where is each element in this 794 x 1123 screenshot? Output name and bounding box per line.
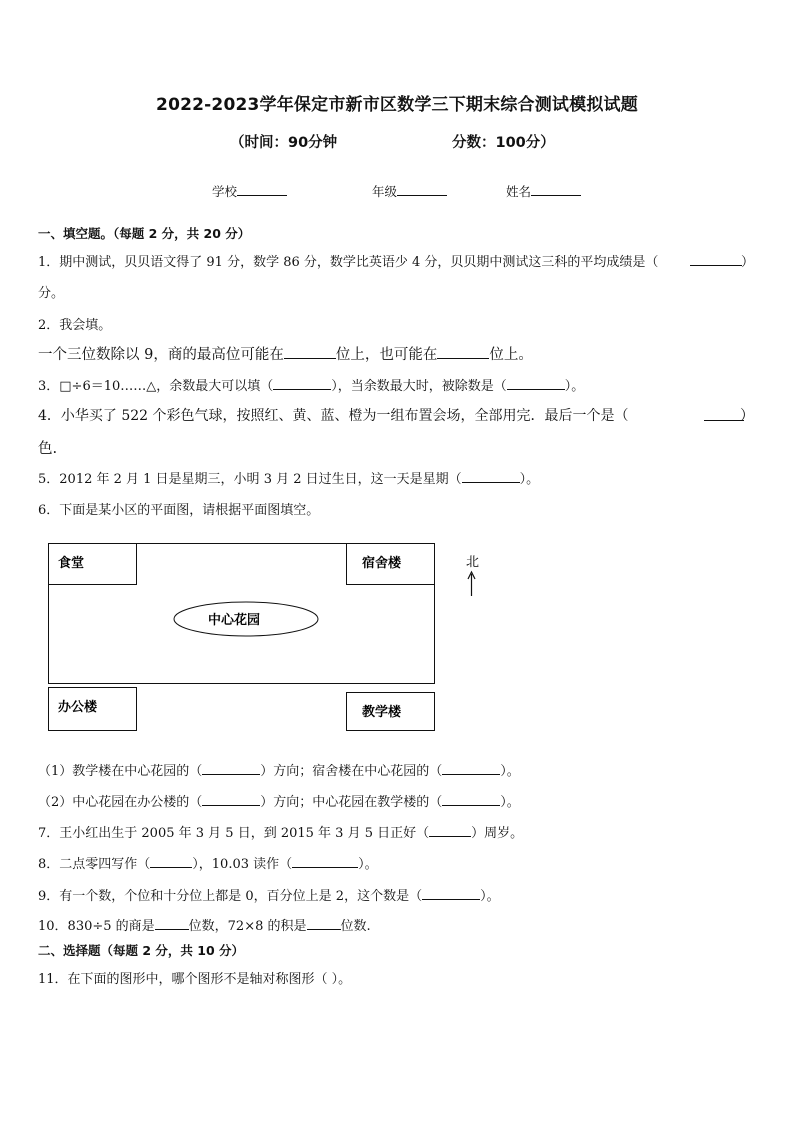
question-9 <box>38 885 500 904</box>
q4-text: 4．小华买了 522 个彩色气球，按照红、黄、蓝、橙为一组布置会场，全部用完．最后一个是（ <box>38 408 629 424</box>
q10-a: 10．830÷5 的商是 <box>38 919 155 934</box>
q5-blank[interactable] <box>462 470 520 483</box>
page-title: 2022-2023学年保定市新市区数学三下期末综合测试模拟试题 <box>156 95 638 115</box>
grade-label: 年级 <box>372 184 398 199</box>
q6-s2-b: ）方向；中心花园在教学楼的（ <box>260 795 443 810</box>
q3-a: 3．□÷6＝10……△，余数最大可以填（ <box>38 379 274 394</box>
q6-sub1 <box>38 760 520 779</box>
q4-close: ） <box>740 408 754 424</box>
question-11: 11．在下面的图形中，哪个图形不是轴对称图形（ ）。 <box>38 972 352 987</box>
q6-s1-blank-1[interactable] <box>202 762 260 775</box>
question-5 <box>38 468 539 487</box>
question-3 <box>38 375 584 394</box>
exam-score: 分数：100分） <box>452 135 555 151</box>
q8-blank-1[interactable] <box>150 855 192 868</box>
teaching-label: 教学楼 <box>362 705 402 720</box>
q7-b: ）周岁。 <box>471 826 524 841</box>
q8-a: 8．二点零四写作（ <box>38 857 151 872</box>
q1-close: ） <box>740 255 754 270</box>
q10-c: 位数. <box>340 919 371 934</box>
school-blank[interactable] <box>237 183 287 196</box>
q6-s1-b: ）方向；宿舍楼在中心花园的（ <box>260 764 443 779</box>
section2-heading: 二、选择题（每题 2 分，共 10 分） <box>38 943 245 958</box>
q6-s1-blank-2[interactable] <box>442 762 500 775</box>
q10-blank-2[interactable] <box>307 917 341 930</box>
section1-heading: 一、填空题。（每题 2 分，共 20 分） <box>38 226 251 241</box>
q4-cont: 色. <box>38 441 58 457</box>
q10-blank-1[interactable] <box>155 917 189 930</box>
q9-b: ）。 <box>480 889 500 904</box>
dorm-label: 宿舍楼 <box>362 556 402 571</box>
q6-sub2 <box>38 791 520 810</box>
question-7 <box>38 822 523 841</box>
exam-time: （时间：90分钟 <box>230 135 338 151</box>
q6-s1-c: ）。 <box>500 764 520 779</box>
question-8 <box>38 853 378 872</box>
q8-blank-2[interactable] <box>292 855 358 868</box>
q5-b: ）。 <box>519 472 540 487</box>
q1-cont: 分。 <box>38 286 65 301</box>
q2-text: 2．我会填。 <box>38 318 112 333</box>
q3-blank-2[interactable] <box>507 377 565 390</box>
q5-a: 5．2012 年 2 月 1 日是星期三，小明 3 月 2 日过生日，这一天是星期（ <box>38 472 462 487</box>
q6-s1-a: （1）教学楼在中心花园的（ <box>38 764 203 779</box>
q2-blank-1[interactable] <box>284 346 336 359</box>
q6-s2-a: （2）中心花园在办公楼的（ <box>38 795 203 810</box>
q2-line-a: 一个三位数除以 9，商的最高位可能在 <box>38 347 284 363</box>
school-field <box>212 182 287 200</box>
q6-s2-blank-1[interactable] <box>202 793 260 806</box>
q2-line-c: 位上。 <box>489 347 533 363</box>
canteen-label: 食堂 <box>58 556 85 571</box>
q3-blank-1[interactable] <box>273 377 331 390</box>
q8-b: ），10.03 读作（ <box>192 857 293 872</box>
q1-blank[interactable] <box>690 264 742 266</box>
community-map <box>0 530 794 740</box>
office-label: 办公楼 <box>58 700 98 715</box>
q2-blank-2[interactable] <box>437 346 489 359</box>
grade-blank[interactable] <box>397 183 447 196</box>
name-blank[interactable] <box>531 183 581 196</box>
name-field <box>506 182 581 200</box>
q7-a: 7．王小红出生于 2005 年 3 月 5 日，到 2015 年 3 月 5 日正好（ <box>38 826 430 841</box>
question-10 <box>38 915 371 934</box>
q7-blank[interactable] <box>429 824 471 837</box>
q4-blank[interactable] <box>704 419 744 421</box>
school-label: 学校 <box>212 184 238 199</box>
q2-line-b: 位上，也可能在 <box>335 347 438 363</box>
q6-text: 6．下面是某小区的平面图，请根据平面图填空。 <box>38 503 320 518</box>
q1-text: 1．期中测试，贝贝语文得了 91 分，数学 86 分，数学比英语少 4 分，贝贝期中测试这三科的平均成绩是（ <box>38 255 659 270</box>
north-label: 北 <box>466 555 480 570</box>
north-arrow-icon <box>468 572 475 596</box>
q10-b: 位数，72×8 的积是 <box>188 919 307 934</box>
grade-field <box>372 182 447 200</box>
q6-s2-c: ）。 <box>500 795 520 810</box>
name-label: 姓名 <box>506 184 532 199</box>
q9-a: 9．有一个数，个位和十分位上都是 0，百分位上是 2，这个数是（ <box>38 889 423 904</box>
q8-c: ）。 <box>358 857 378 872</box>
garden-label: 中心花园 <box>208 613 261 628</box>
q3-b: ），当余数最大时，被除数是（ <box>331 379 507 394</box>
q3-c: ）。 <box>564 379 585 394</box>
q6-s2-blank-2[interactable] <box>442 793 500 806</box>
q9-blank[interactable] <box>422 887 480 900</box>
q2-line <box>38 343 533 364</box>
